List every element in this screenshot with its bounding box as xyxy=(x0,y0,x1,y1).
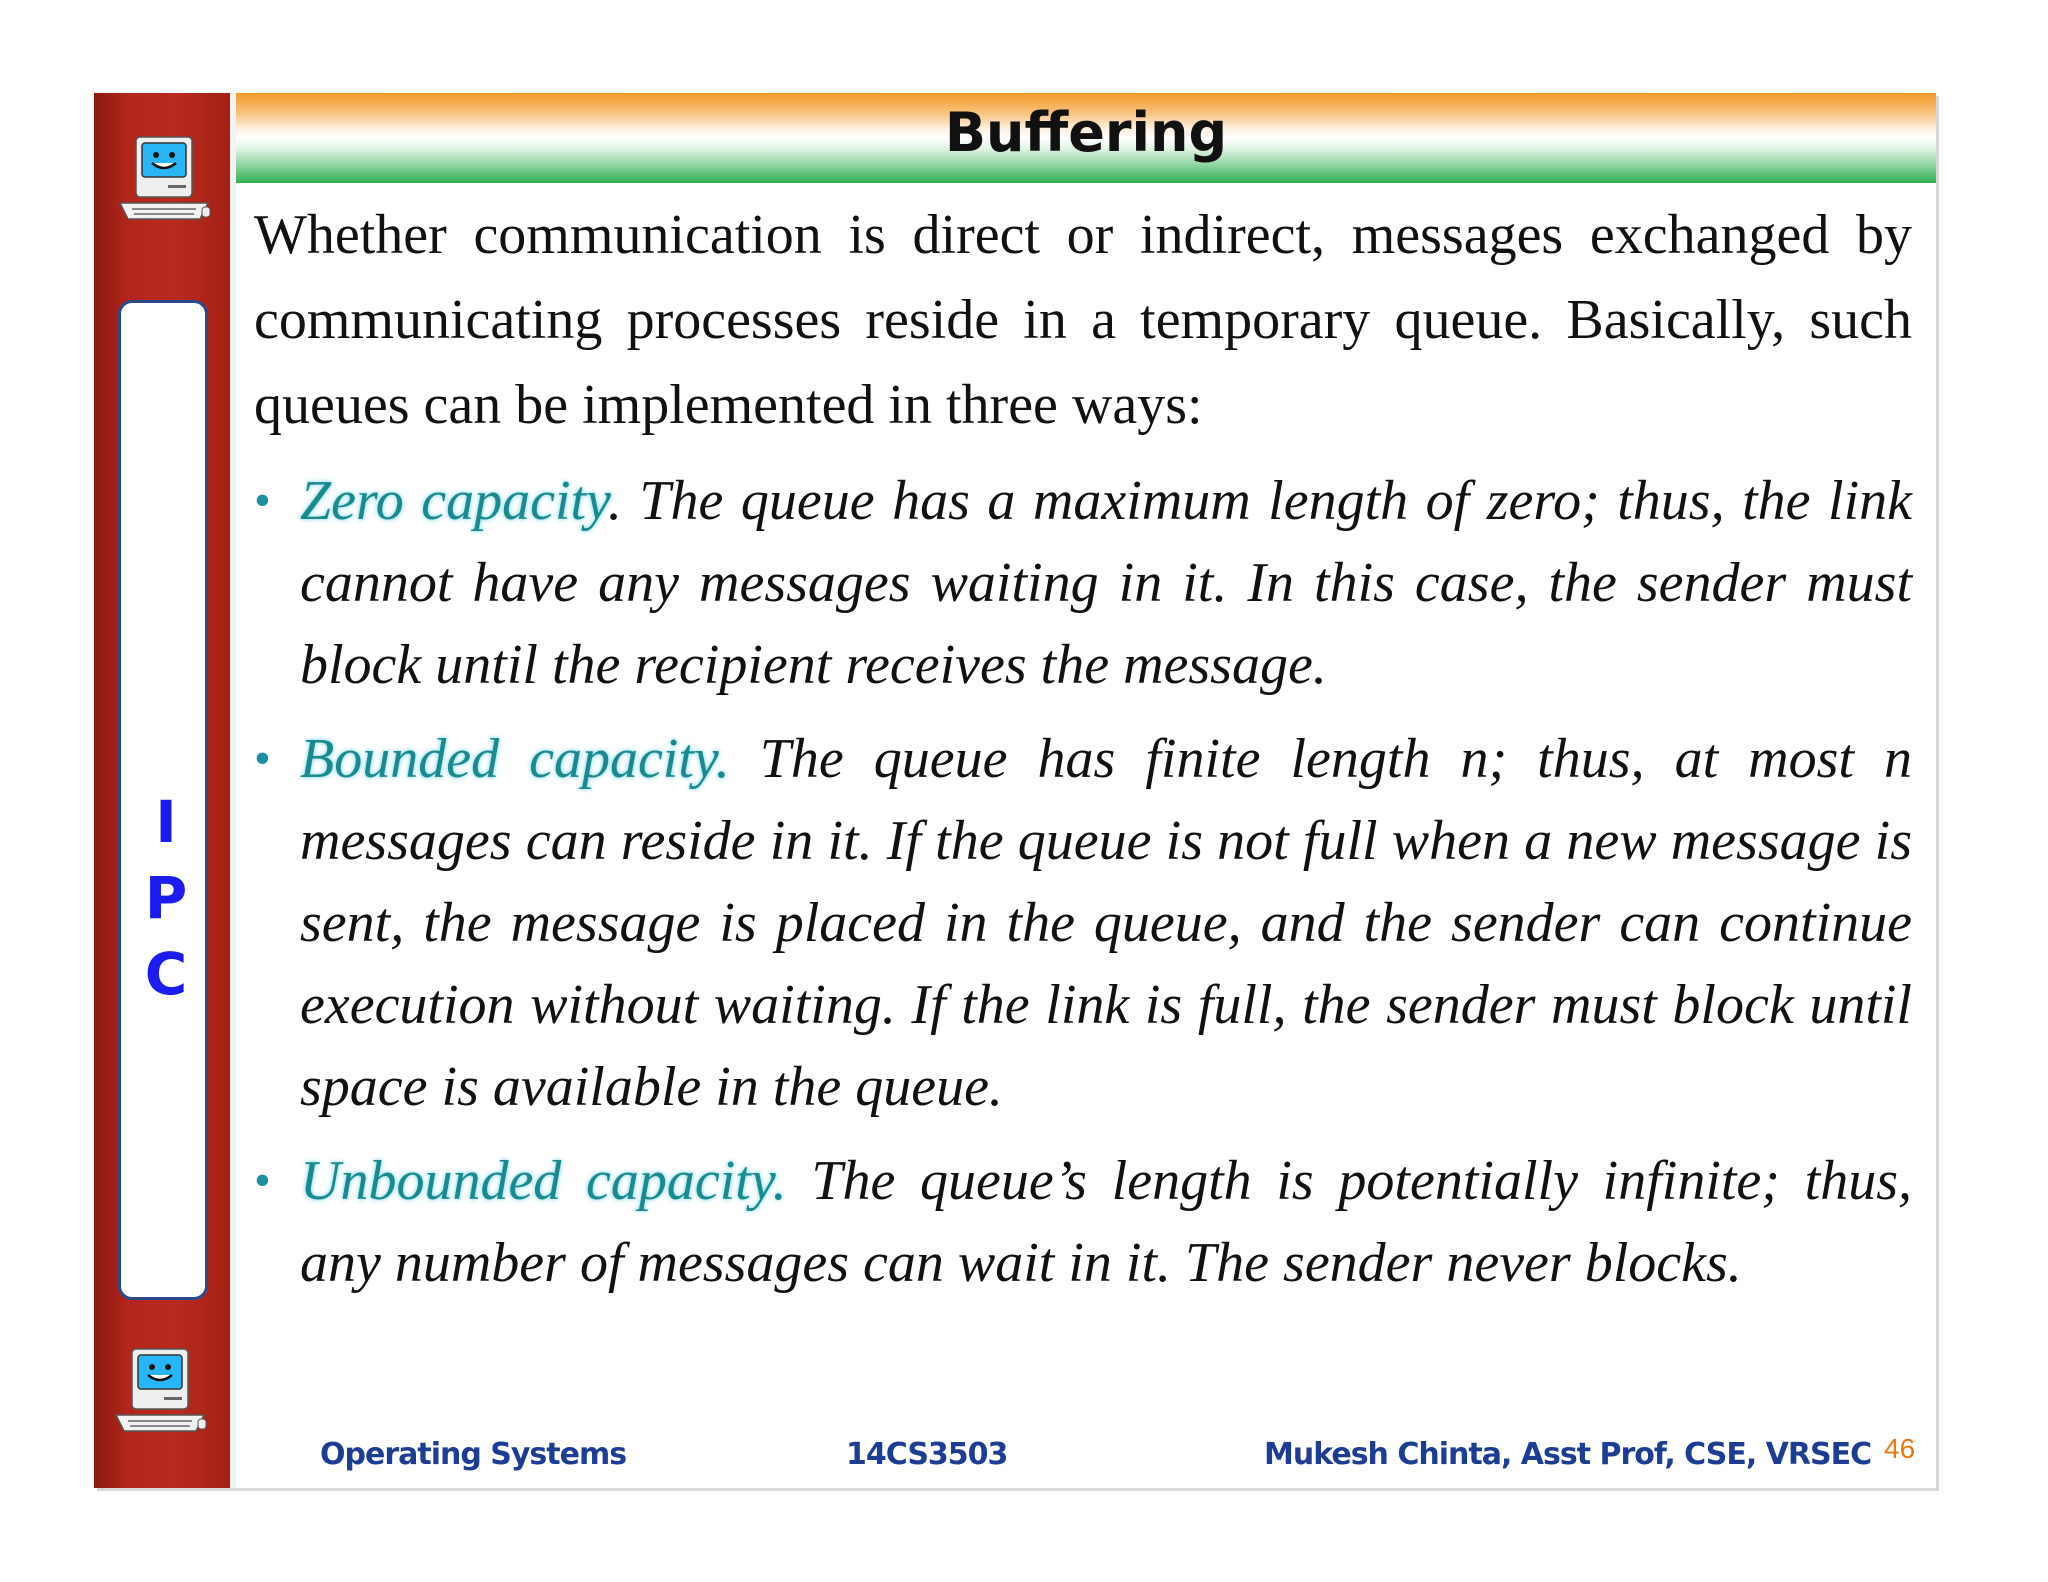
sidebar xyxy=(94,93,230,1488)
side-label-letter: C xyxy=(144,940,188,1008)
intro-paragraph: Whether communication is direct or indirect, messages exchanged by communicating processes reside in a temporary queue. Basically, such queues can be implemented in three ways: xyxy=(254,204,1912,436)
side-label-letter: I xyxy=(155,788,177,856)
slide-title: Buffering xyxy=(944,101,1228,164)
bullet-term: Zero capacity xyxy=(300,470,608,532)
bullet-text: . The queue has a maximum length of zero; thus, the link cannot have any messages waiting in it. In this case, the sender must block until the recipient receives the message. xyxy=(300,470,1912,696)
side-panel xyxy=(118,300,208,1300)
slide-content xyxy=(254,193,1912,1304)
smiling-computer-icon xyxy=(112,1345,208,1441)
bullet-icon: • xyxy=(254,732,271,785)
bullet-term: Unbounded capacity. xyxy=(300,1150,787,1212)
footer-course-code: 14CS3503 xyxy=(846,1437,1008,1472)
bullet-item-unbounded-capacity xyxy=(254,1140,1912,1304)
page-number: 46 xyxy=(1884,1433,1916,1464)
bullet-term: Bounded capacity. xyxy=(300,728,730,790)
bullet-icon: • xyxy=(254,474,271,527)
bullet-icon: • xyxy=(254,1154,271,1207)
side-label-letter: P xyxy=(144,864,188,932)
slide xyxy=(94,93,1936,1488)
bullet-text: The queue’s length is potentially infinite; thus, any number of messages can wait in it. The sender never blocks. xyxy=(300,1150,1912,1294)
title-bar xyxy=(236,93,1936,183)
footer-author: Mukesh Chinta, Asst Prof, CSE, VRSEC xyxy=(1264,1437,1872,1472)
bullet-item-zero-capacity xyxy=(254,460,1912,706)
bullet-text: The queue has finite length n; thus, at most n messages can reside in it. If the queue is not full when a new message is sent, the message is placed in the queue, and the sender can continue execution without waiting. If the link is full, the sender must block until space is available in the queue. xyxy=(300,728,1913,1118)
smiling-computer-icon xyxy=(116,133,212,229)
bullet-item-bounded-capacity xyxy=(254,718,1912,1128)
footer-course: Operating Systems xyxy=(320,1437,627,1472)
slide-footer xyxy=(94,1433,1936,1477)
sidebar-divider xyxy=(230,93,236,1488)
